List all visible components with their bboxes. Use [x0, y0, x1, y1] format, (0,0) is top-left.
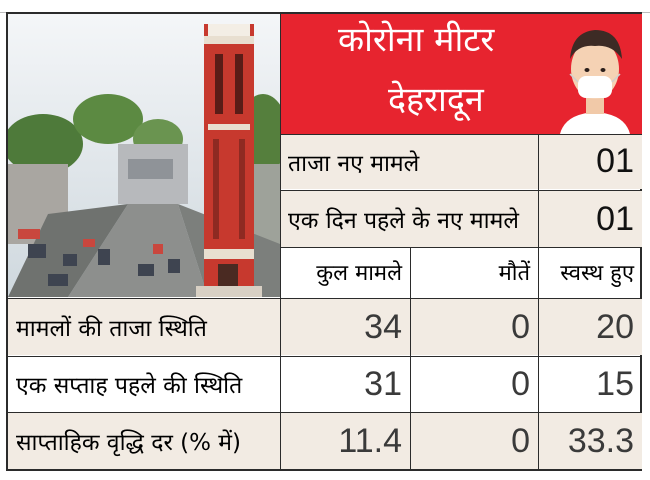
cell-growth-deaths: 0 [410, 413, 538, 469]
summary-value-prev-day-cases: 01 [538, 191, 642, 247]
cell-growth-recovered: 33.3 [538, 413, 642, 469]
clock-tower-image [8, 14, 280, 297]
grid-divider [8, 412, 642, 413]
cell-current-deaths: 0 [410, 299, 538, 355]
header-banner [280, 14, 642, 134]
grid-divider [280, 134, 642, 135]
row-label-week-ago: एक सप्ताह पहले की स्थिति [16, 373, 243, 399]
cell-current-total: 34 [280, 299, 410, 355]
grid-divider [8, 298, 642, 299]
cell-current-recovered: 20 [538, 299, 642, 355]
corona-meter-card [6, 12, 642, 471]
summary-label-prev-day-cases: एक दिन पहले के नए मामले [280, 191, 538, 247]
clock-tower-photo [8, 14, 280, 297]
header-title-line1: कोरोना मीटर [338, 20, 495, 60]
column-header-total-cases: कुल मामले [316, 261, 402, 286]
masked-person-icon [550, 14, 640, 134]
row-label-current: मामलों की ताजा स्थिति [8, 299, 280, 355]
grid-divider [280, 190, 642, 191]
grid-divider [8, 356, 642, 357]
grid-divider [538, 134, 539, 469]
cell-growth-total: 11.4 [280, 413, 410, 469]
row-label-weekly-growth: साप्ताहिक वृद्धि दर (% में) [8, 413, 280, 469]
grid-divider [280, 14, 281, 469]
summary-value-new-cases: 01 [538, 134, 642, 189]
column-header-deaths: मौतें [498, 261, 530, 286]
cell-week-ago-recovered: 15 [596, 364, 634, 403]
grid-divider [280, 247, 642, 248]
cell-week-ago-deaths: 0 [511, 364, 530, 403]
column-header-recovered: स्वस्थ हुए [560, 261, 634, 286]
summary-label-new-cases: ताजा नए मामले [280, 134, 538, 189]
cell-week-ago-total: 31 [364, 364, 402, 403]
header-title-line2: देहरादून [388, 80, 484, 120]
grid-divider [410, 247, 411, 469]
